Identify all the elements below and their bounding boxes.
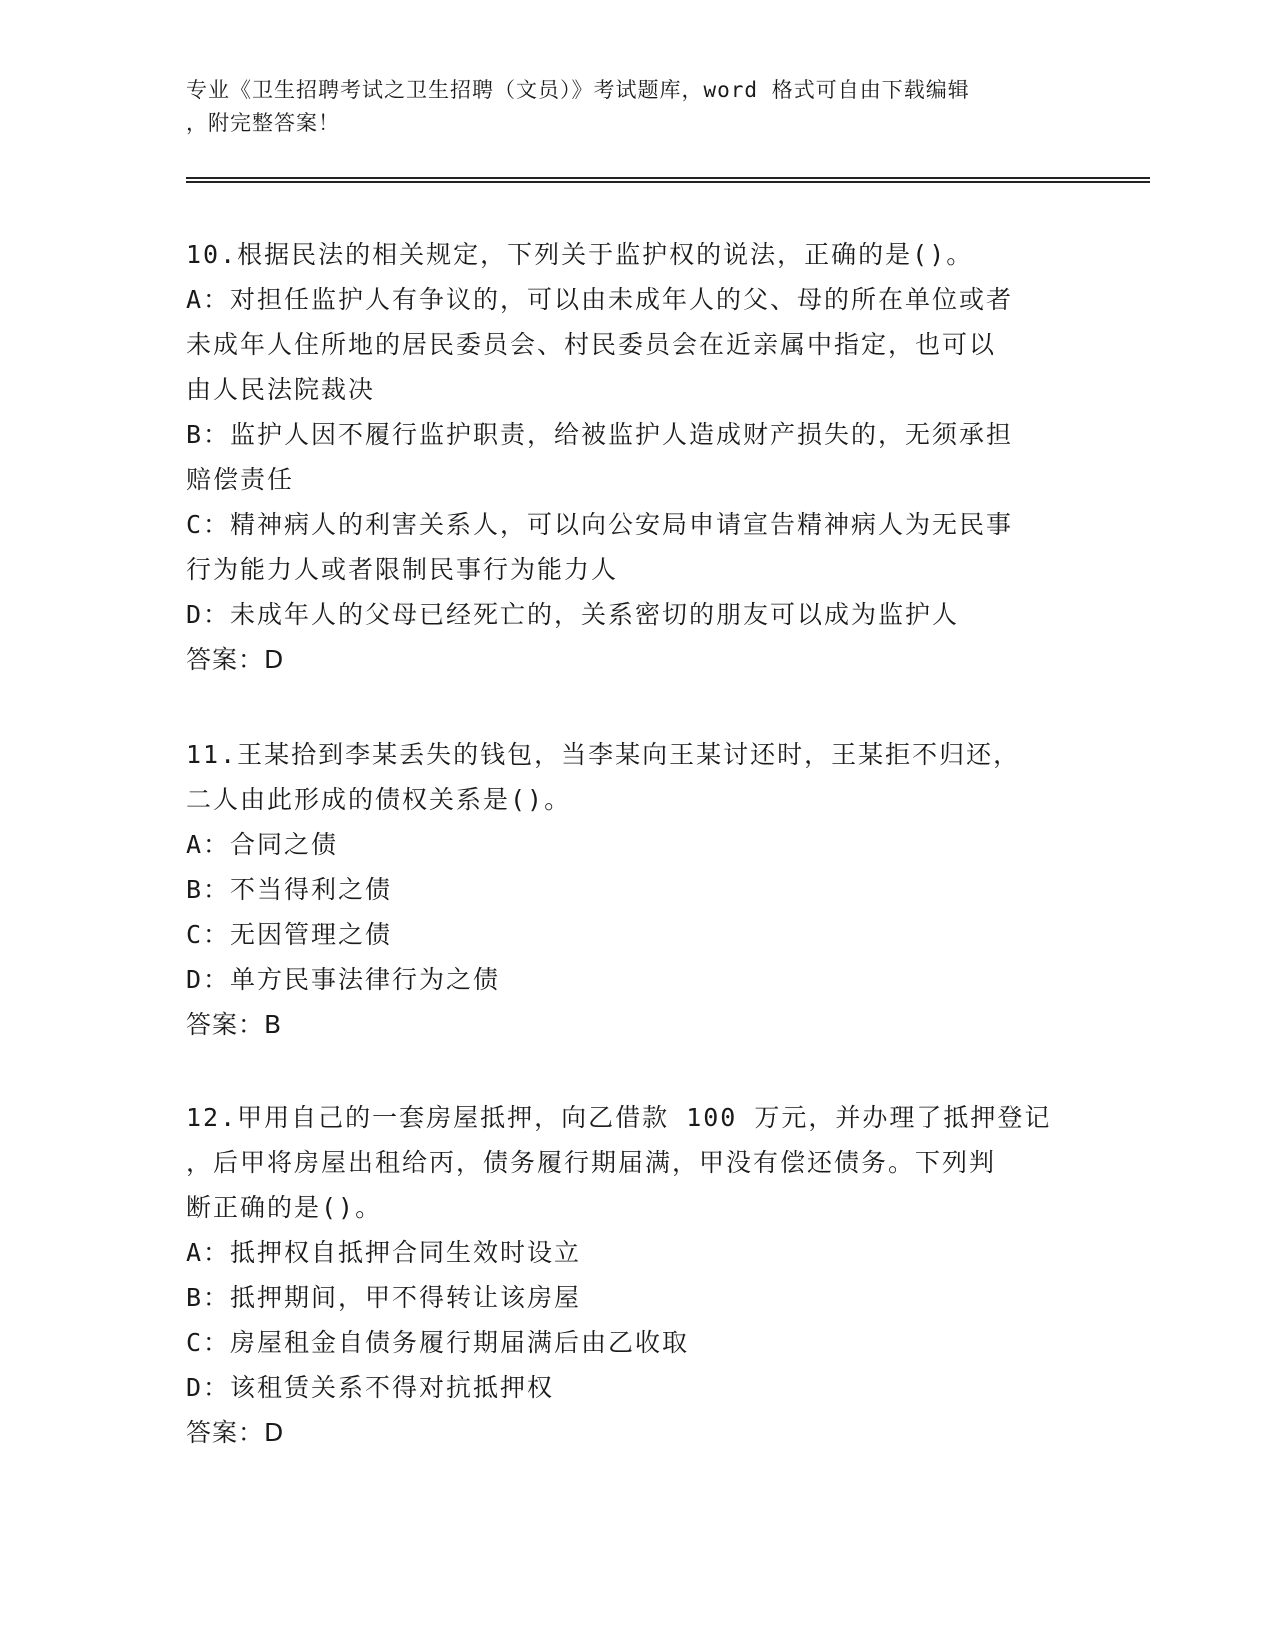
- question-10: [186, 232, 1076, 682]
- question-stem-continued: 断正确的是()。: [186, 1193, 383, 1222]
- answer-line: 答案：D: [186, 645, 285, 674]
- option-a: A：合同之债: [186, 830, 339, 859]
- answer-line: 答案：B: [186, 1010, 283, 1039]
- option-c: C：无因管理之债: [186, 920, 393, 949]
- header-line: 专业《卫生招聘考试之卫生招聘（文员）》考试题库，word 格式可自由下载编辑: [186, 78, 970, 102]
- option-b-continued: 赔偿责任: [186, 465, 295, 494]
- document-header: [186, 74, 1066, 140]
- option-b: B：监护人因不履行监护职责，给被监护人造成财产损失的，无须承担: [186, 420, 1014, 449]
- option-a: A：对担任监护人有争议的，可以由未成年人的父、母的所在单位或者: [186, 285, 1014, 314]
- question-12: [186, 1095, 1076, 1455]
- option-a-continued: 由人民法院裁决: [186, 375, 376, 404]
- option-a-continued: 未成年人住所地的居民委员会、村民委员会在近亲属中指定，也可以: [186, 330, 997, 359]
- option-d: D：单方民事法律行为之债: [186, 965, 501, 994]
- option-d: D：未成年人的父母已经死亡的，关系密切的朋友可以成为监护人: [186, 600, 960, 629]
- question-stem-continued: 二人由此形成的债权关系是()。: [186, 785, 572, 814]
- option-d: D：该租赁关系不得对抗抵押权: [186, 1373, 555, 1402]
- question-stem: 10.根据民法的相关规定，下列关于监护权的说法，正确的是()。: [186, 240, 974, 269]
- option-b: B：不当得利之债: [186, 875, 393, 904]
- question-stem: 12.甲用自己的一套房屋抵押，向乙借款 100 万元，并办理了抵押登记: [186, 1103, 1052, 1132]
- option-c: C：房屋租金自债务履行期届满后由乙收取: [186, 1328, 690, 1357]
- option-a: A：抵押权自抵押合同生效时设立: [186, 1238, 582, 1267]
- header-line: ，附完整答案！: [186, 111, 340, 135]
- question-stem-continued: ，后甲将房屋出租给丙，债务履行期届满，甲没有偿还债务。下列判: [186, 1148, 997, 1177]
- question-11: [186, 732, 1076, 1047]
- header-divider: [186, 177, 1150, 183]
- option-b: B：抵押期间，甲不得转让该房屋: [186, 1283, 582, 1312]
- question-stem: 11.王某拾到李某丢失的钱包，当李某向王某讨还时，王某拒不归还，: [186, 740, 1021, 769]
- option-c-continued: 行为能力人或者限制民事行为能力人: [186, 555, 619, 584]
- option-c: C：精神病人的利害关系人，可以向公安局申请宣告精神病人为无民事: [186, 510, 1014, 539]
- answer-line: 答案：D: [186, 1418, 285, 1447]
